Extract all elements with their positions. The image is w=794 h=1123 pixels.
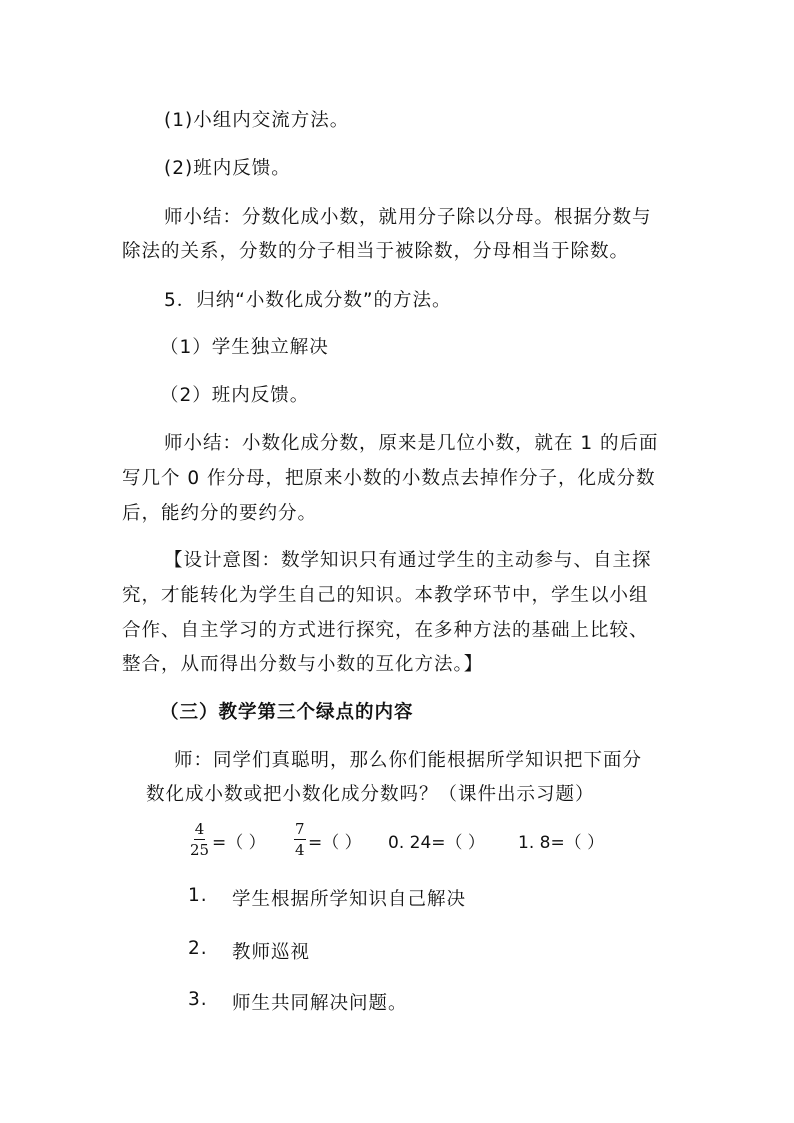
fraction-numerator: 4: [194, 820, 205, 838]
fraction-numerator: 7: [295, 820, 305, 838]
teacher-summary2-line-1: 师小结：小数化成分数，原来是几位小数，就在 1 的后面: [164, 433, 659, 454]
step-2-text: 教师巡视: [232, 942, 311, 963]
design-intent-line-3: 合作、自主学习的方式进行探究，在多种方法的基础上比较、: [122, 620, 649, 641]
paragraph-class-feedback: (2)班内反馈。: [164, 158, 291, 179]
design-intent-line-1: 【设计意图：数学知识只有通过学生的主动参与、自主探: [164, 550, 652, 571]
step-3-number: 3.: [188, 989, 208, 1010]
sub-item-feedback: （2）班内反馈。: [160, 385, 310, 406]
teacher-summary-line-1: 师小结：分数化成小数，就用分子除以分母。根据分数与: [164, 207, 652, 228]
design-intent-line-4: 整合，从而得出分数与小数的互化方法。】: [122, 654, 484, 675]
teacher-summary2-line-2: 写几个 0 作分母，把原来小数的小数点去掉作分子，化成分数: [122, 468, 656, 489]
teacher-summary-line-2: 除法的关系，分数的分子相当于被除数，分母相当于除数。: [122, 241, 630, 262]
exercise-3-decimal: 0. 24=（ ）: [388, 833, 485, 853]
step-1-text: 学生根据所学知识自己解决: [232, 889, 467, 910]
paragraph-group-discussion: (1)小组内交流方法。: [164, 110, 350, 131]
design-intent-line-2: 究，才能转化为学生自己的知识。本教学环节中，学生以小组: [122, 585, 649, 606]
exercise-4-decimal: 1. 8=（ ）: [518, 833, 605, 853]
teacher-prompt-line-1: 师：同学们真聪明，那么你们能根据所学知识把下面分: [174, 750, 643, 771]
section-heading-three: （三）教学第三个绿点的内容: [160, 702, 414, 723]
exercise-1-blank: =（ ）: [212, 833, 266, 853]
sub-item-independent: （1）学生独立解决: [160, 337, 329, 358]
teacher-summary2-line-3: 后，能约分的要约分。: [122, 503, 318, 524]
fraction-7-over-4: [294, 822, 306, 858]
step-5-heading: 5．归纳“小数化成分数”的方法。: [164, 290, 452, 311]
fraction-denominator: 25: [190, 841, 210, 859]
step-1-number: 1.: [188, 885, 208, 906]
fraction-denominator: 4: [295, 841, 305, 859]
step-2-number: 2.: [188, 938, 208, 959]
exercise-2-blank: =（ ）: [308, 833, 362, 853]
teacher-prompt-line-2: 数化成小数或把小数化成分数吗？（课件出示习题）: [146, 784, 595, 805]
fraction-4-over-25: [190, 822, 209, 858]
step-3-text: 师生共同解决问题。: [232, 993, 408, 1014]
